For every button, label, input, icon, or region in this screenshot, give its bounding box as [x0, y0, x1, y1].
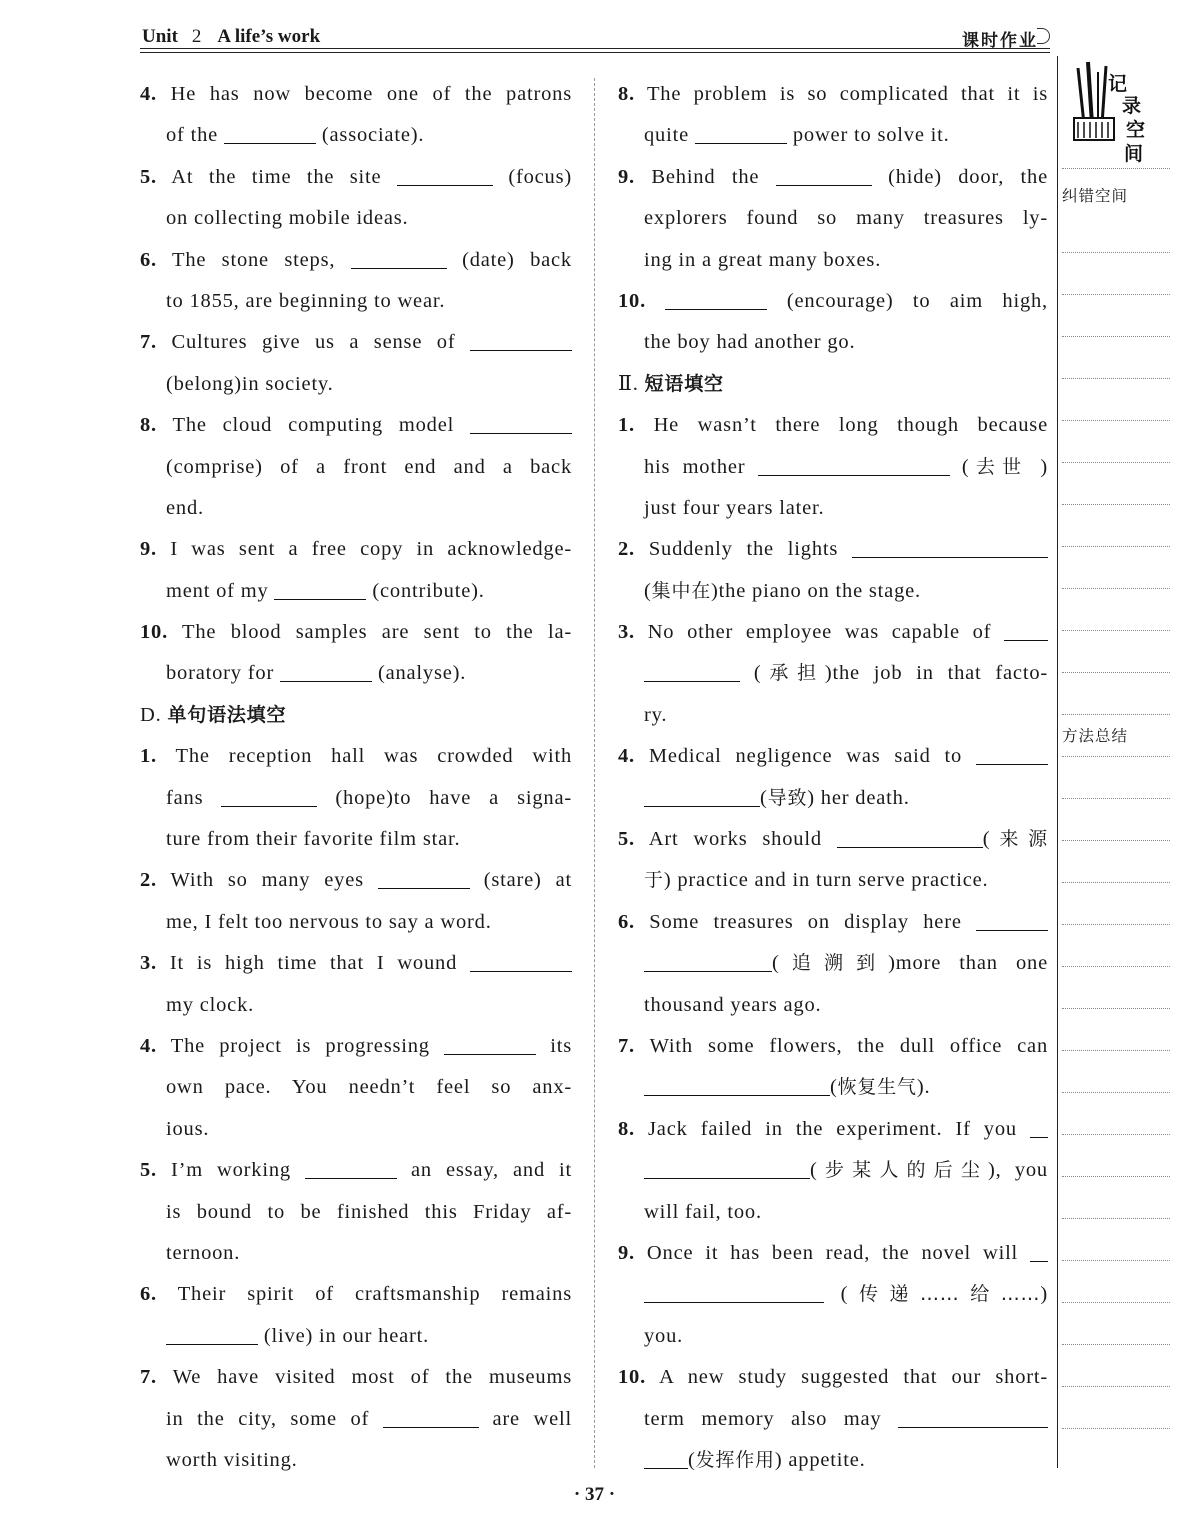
note-line	[1062, 420, 1170, 421]
note-line	[1062, 630, 1170, 631]
note-line	[1062, 1176, 1170, 1177]
answer-blank[interactable]	[351, 248, 447, 269]
exercise-line: 10. A new study suggested that our short-	[618, 1366, 1048, 1389]
notes-sidebar	[1060, 56, 1172, 1468]
answer-blank[interactable]	[898, 1407, 1048, 1428]
exercise-line: explorers found so many treasures ly-	[644, 207, 1048, 230]
answer-blank[interactable]	[776, 165, 872, 186]
note-line	[1062, 1092, 1170, 1093]
note-line	[1062, 168, 1170, 169]
exercise-line: (承担)the job in that facto-	[618, 653, 1048, 694]
answer-blank[interactable]	[644, 786, 760, 807]
answer-blank[interactable]	[470, 330, 572, 351]
svg-text:录: 录	[1122, 95, 1142, 117]
svg-text:记: 记	[1108, 73, 1128, 95]
exercise-line: term memory also may	[618, 1399, 1048, 1440]
exercise-line: 10. (encourage) to aim high,	[618, 289, 1048, 312]
exercise-line: (live) in our heart.	[140, 1316, 572, 1357]
exercise-line: 7. With some flowers, the dull office can	[618, 1034, 1048, 1057]
answer-blank[interactable]	[224, 123, 316, 144]
exercise-line: ing in a great many boxes.	[644, 248, 882, 271]
column-divider	[594, 78, 595, 1468]
exercise-line: 8. The cloud computing model	[140, 405, 572, 446]
exercise-line: quite power to solve it.	[644, 124, 950, 147]
answer-blank[interactable]	[837, 827, 983, 848]
svg-text:间: 间	[1124, 143, 1144, 165]
answer-blank[interactable]	[1030, 1117, 1048, 1138]
exercise-line: 6. The stone steps, (date) back	[140, 248, 572, 271]
note-line	[1062, 1218, 1170, 1219]
exercise-line: (恢复生气).	[618, 1067, 1048, 1108]
svg-text:空: 空	[1126, 119, 1146, 141]
answer-blank[interactable]	[274, 579, 366, 600]
note-line	[1062, 504, 1170, 505]
exercise-line: to 1855, are beginning to wear.	[166, 289, 446, 312]
answer-blank[interactable]	[280, 661, 372, 682]
exercise-line: his mother (去世 )	[644, 455, 1048, 478]
unit-number: 2	[191, 26, 202, 47]
note-line	[1062, 546, 1170, 547]
exercise-line: 2. Suddenly the lights	[618, 529, 1048, 570]
note-line	[1062, 252, 1170, 253]
header-rule-thin	[140, 52, 1050, 53]
exercise-line: just four years later.	[644, 496, 825, 519]
answer-blank[interactable]	[383, 1407, 479, 1428]
answer-blank[interactable]	[644, 661, 740, 682]
note-line	[1062, 1134, 1170, 1135]
page-number: · 37 ·	[573, 1484, 616, 1505]
answer-blank[interactable]	[444, 1034, 536, 1055]
exercise-line: 5. At the time the site (focus)	[140, 165, 572, 188]
exercise-line: 8. Jack failed in the experiment. If you	[618, 1109, 1048, 1150]
note-line	[1062, 1344, 1170, 1345]
header-rule	[140, 48, 1050, 49]
note-line	[1062, 294, 1170, 295]
exercise-line: 7. Cultures give us a sense of	[140, 322, 572, 363]
answer-blank[interactable]	[166, 1324, 258, 1345]
answer-blank[interactable]	[852, 537, 1048, 558]
unit-title	[142, 26, 334, 48]
note-line	[1062, 588, 1170, 589]
exercise-line: 2. With so many eyes (stare) at	[140, 869, 572, 892]
error-correction-label: 纠错空间	[1062, 187, 1129, 205]
exercise-line: ternoon.	[166, 1241, 241, 1264]
answer-blank[interactable]	[470, 951, 572, 972]
note-line	[1062, 756, 1170, 757]
answer-blank[interactable]	[644, 1075, 830, 1096]
answer-blank[interactable]	[665, 289, 767, 310]
note-line	[1062, 1008, 1170, 1009]
answer-blank[interactable]	[378, 868, 470, 889]
exercise-line: own pace. You needn’t feel so anx-	[166, 1076, 572, 1099]
exercise-line: thousand years ago.	[644, 993, 822, 1016]
exercise-line: (步某人的后尘), you	[618, 1150, 1048, 1191]
exercise-line: ry.	[644, 703, 668, 726]
answer-blank[interactable]	[644, 1448, 688, 1469]
note-line	[1062, 672, 1170, 673]
note-line	[1062, 1302, 1170, 1303]
answer-blank[interactable]	[221, 786, 317, 807]
exercise-line: me, I felt too nervous to say a word.	[166, 910, 492, 933]
note-line	[1062, 924, 1170, 925]
answer-blank[interactable]	[470, 413, 572, 434]
note-line	[1062, 462, 1170, 463]
note-line	[1062, 1428, 1170, 1429]
answer-blank[interactable]	[644, 951, 772, 972]
right-column	[618, 74, 1048, 1481]
series-label: 课时作业	[962, 31, 1038, 51]
exercise-line: 4. Medical negligence was said to	[618, 736, 1048, 777]
exercise-line: end.	[166, 496, 204, 519]
answer-blank[interactable]	[695, 123, 787, 144]
answer-blank[interactable]	[644, 1282, 824, 1303]
exercise-line: of the (associate).	[166, 124, 425, 147]
exercise-line: ment of my (contribute).	[166, 579, 485, 602]
note-line	[1062, 1260, 1170, 1261]
note-line	[1062, 1050, 1170, 1051]
exercise-line: (追溯到)more than one	[618, 943, 1048, 984]
section-heading: D. 单句语法填空	[140, 703, 287, 726]
exercise-line: 5. Art works should (来源	[618, 828, 1048, 851]
exercise-line: 3. No other employee was capable of	[618, 612, 1048, 653]
exercise-line: ture from their favorite film star.	[166, 828, 461, 851]
exercise-line: 3. It is high time that I wound	[140, 943, 572, 984]
unit-word: Unit	[142, 26, 178, 47]
exercise-line: the boy had another go.	[644, 331, 856, 354]
exercise-line: (导致) her death.	[618, 778, 1048, 819]
exercise-line: (发挥作用) appetite.	[618, 1440, 1048, 1481]
exercise-line: is bound to be finished this Friday af-	[166, 1200, 572, 1223]
exercise-line: in the city, some of are well	[166, 1407, 572, 1430]
note-line	[1062, 840, 1170, 841]
unit-name: A life’s work	[217, 26, 321, 47]
exercise-line: 7. We have visited most of the museums	[140, 1366, 572, 1389]
exercise-line: 1. He wasn’t there long though because	[618, 414, 1048, 437]
left-column	[140, 74, 572, 1481]
answer-blank[interactable]	[644, 1158, 810, 1179]
exercise-line: you.	[644, 1324, 684, 1347]
note-line	[1062, 798, 1170, 799]
exercise-line: boratory for (analyse).	[166, 662, 467, 685]
answer-blank[interactable]	[1004, 620, 1048, 641]
note-line	[1062, 336, 1170, 337]
answer-blank[interactable]	[1030, 1241, 1048, 1262]
note-line	[1062, 714, 1170, 715]
exercise-line: 4. He has now become one of the patrons	[140, 83, 572, 105]
exercise-line: worth visiting.	[166, 1448, 298, 1471]
exercise-line: 1. The reception hall was crowded with	[140, 745, 572, 768]
exercise-line: 9. Behind the (hide) door, the	[618, 165, 1048, 188]
note-line	[1062, 966, 1170, 967]
exercise-line: 5. I’m working an essay, and it	[140, 1159, 573, 1182]
exercise-line: 4. The project is progressing its	[140, 1034, 572, 1057]
exercise-line: 9. I was sent a free copy in acknowledge-	[140, 538, 572, 561]
exercise-line: (comprise) of a front end and a back	[166, 455, 572, 478]
exercise-line: 9. Once it has been read, the novel will	[618, 1233, 1048, 1274]
exercise-line: on collecting mobile ideas.	[166, 207, 409, 230]
exercise-line: (传递……给……)	[618, 1274, 1048, 1315]
exercise-line: 8. The problem is so complicated that it is	[618, 83, 1048, 105]
note-line	[1062, 882, 1170, 883]
exercise-line: ious.	[166, 1117, 210, 1140]
exercise-line: 于) practice and in turn serve practice.	[644, 869, 989, 892]
answer-blank[interactable]	[397, 165, 493, 186]
exercise-line: will fail, too.	[644, 1200, 762, 1223]
method-summary-label: 方法总结	[1062, 727, 1129, 745]
answer-blank[interactable]	[976, 744, 1048, 765]
note-line	[1062, 1386, 1170, 1387]
pen-holder-logo-icon	[1068, 60, 1154, 166]
exercise-line: fans (hope)to have a signa-	[166, 786, 572, 809]
note-line	[1062, 378, 1170, 379]
exercise-line: (集中在)the piano on the stage.	[644, 579, 921, 602]
section-heading: Ⅱ. 短语填空	[618, 372, 724, 395]
exercise-line: my clock.	[166, 993, 255, 1016]
answer-blank[interactable]	[305, 1158, 397, 1179]
sidebar-divider	[1057, 56, 1058, 1468]
answer-blank[interactable]	[758, 455, 950, 476]
exercise-line: 10. The blood samples are sent to the la-	[140, 621, 572, 644]
swirl-icon	[1037, 28, 1050, 44]
exercise-line: 6. Some treasures on display here	[618, 902, 1048, 943]
answer-blank[interactable]	[976, 910, 1048, 931]
exercise-line: (belong)in society.	[166, 372, 334, 395]
exercise-line: 6. Their spirit of craftsmanship remains	[140, 1283, 572, 1306]
